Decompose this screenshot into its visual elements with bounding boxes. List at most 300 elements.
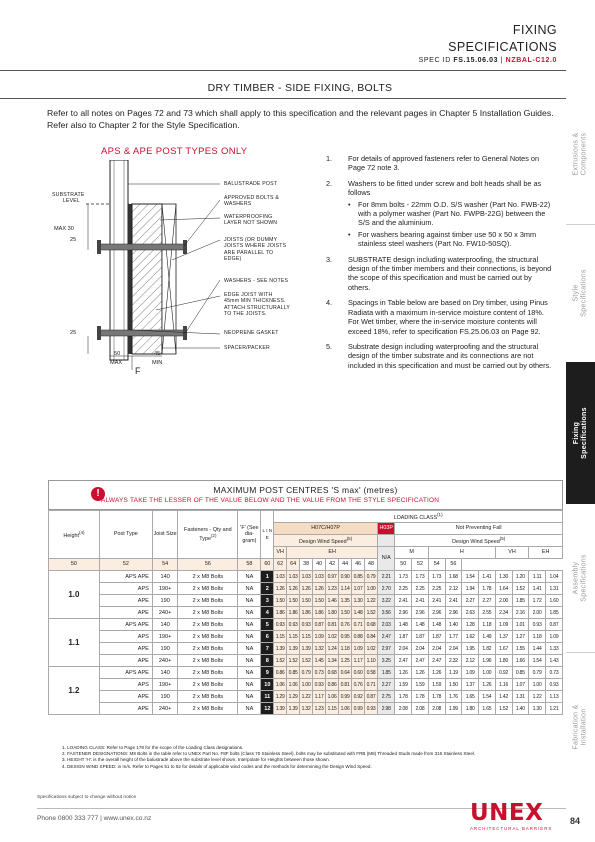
col-fasteners: Fasteners - Qty and Type$^{(2)}$ <box>178 511 238 559</box>
value-cell-h03p: 2.75 <box>378 691 395 703</box>
value-cell: 0.93 <box>287 619 300 631</box>
footnote-4: 4. DESIGN WIND SPEED: in m/s. Refer to Pages 51 to 52 for details of applicable wind codes and the methods for determining the Design Wind Speed. <box>62 763 372 769</box>
dim-50: 50 <box>114 351 121 357</box>
value-cell: 2.00 <box>495 595 512 607</box>
table-title: MAXIMUM POST CENTRES 'S max' (metres) <box>213 485 398 495</box>
value-cell: 1.50 <box>339 607 352 619</box>
post-type-cell: APS APE <box>99 667 152 679</box>
value-cell: 0.68 <box>326 667 339 679</box>
wind-speed-b: 56 <box>445 559 462 571</box>
col-height: Height$^{(4)}$ <box>49 511 100 559</box>
value-cell: 1.24 <box>326 643 339 655</box>
value-cell: 1.23 <box>313 703 326 715</box>
wind-speed-b: 48 <box>365 559 378 571</box>
value-cell: 1.22 <box>300 691 313 703</box>
group-h07: H07C/H07P <box>274 523 378 535</box>
value-cell: 1.34 <box>326 655 339 667</box>
wind-speed-b: 54 <box>428 559 445 571</box>
post-type-cell: APE <box>99 643 152 655</box>
value-cell: 1.17 <box>313 691 326 703</box>
value-cell: 2.32 <box>445 655 462 667</box>
tab-extrusions[interactable]: Extrusions & Components <box>572 132 588 176</box>
value-cell: 0.76 <box>352 679 365 691</box>
value-cell: 1.23 <box>326 583 339 595</box>
line-number-cell: 7 <box>261 643 274 655</box>
table-row <box>49 643 563 655</box>
value-cell-h03p: 3.56 <box>378 607 395 619</box>
wind-speed-a: 62 <box>274 559 287 571</box>
value-cell: 1.03 <box>274 571 287 583</box>
value-cell: 1.03 <box>313 571 326 583</box>
value-cell: 1.39 <box>274 703 287 715</box>
footer-contact[interactable]: Phone 0800 333 777 | www.unex.co.nz <box>37 815 152 822</box>
value-cell: 1.00 <box>479 667 496 679</box>
table-row <box>49 607 563 619</box>
value-cell: 2.25 <box>395 583 412 595</box>
joist-size-cell: 190+ <box>152 679 177 691</box>
value-cell: 0.92 <box>495 667 512 679</box>
value-cell: 1.32 <box>300 703 313 715</box>
value-cell: 1.86 <box>313 607 326 619</box>
table-row <box>49 619 563 631</box>
value-cell: 1.18 <box>479 619 496 631</box>
post-centres-table <box>48 480 563 715</box>
value-cell: 1.06 <box>287 679 300 691</box>
value-cell: 1.67 <box>495 643 512 655</box>
value-cell: 2.41 <box>428 595 445 607</box>
value-cell: 2.47 <box>428 655 445 667</box>
line-number-cell: 12 <box>261 703 274 715</box>
fasteners-cell: 2 x M8 Bolts <box>178 595 238 607</box>
value-cell: 1.78 <box>479 583 496 595</box>
value-cell: 1.06 <box>274 679 287 691</box>
value-cell: 1.99 <box>445 703 462 715</box>
value-cell: 1.04 <box>545 571 562 583</box>
value-cell: 0.93 <box>274 619 287 631</box>
warning-icon: ! <box>91 487 105 501</box>
label-balustrade-post: BALUSTRADE POST <box>224 181 278 187</box>
value-cell: 0.60 <box>352 667 365 679</box>
value-cell: 1.86 <box>287 607 300 619</box>
value-cell: 1.15 <box>300 631 313 643</box>
dim-min: MIN <box>152 360 163 366</box>
spec-change-note: Specifications subject to change without notice <box>37 795 137 800</box>
value-cell: 1.31 <box>545 583 562 595</box>
height-cell: 1.2 <box>49 667 100 715</box>
header-title-line-2: SPECIFICATIONS <box>448 40 557 54</box>
table-row <box>49 583 563 595</box>
joist-size-cell: 140 <box>152 619 177 631</box>
post-type-cell: APS APE <box>99 619 152 631</box>
line-number-cell: 6 <box>261 631 274 643</box>
label-joists: JOISTS (OR DUMMY JOISTS WHERE JOISTS ARE PARALLEL TO EDGE) <box>224 237 287 263</box>
value-cell: 1.40 <box>445 619 462 631</box>
value-cell: 1.59 <box>412 679 429 691</box>
value-cell: 1.39 <box>287 643 300 655</box>
value-cell-h03p: 2.27 <box>378 679 395 691</box>
value-cell: 1.48 <box>352 607 365 619</box>
value-cell: 1.45 <box>313 655 326 667</box>
line-number-cell: 3 <box>261 595 274 607</box>
label-waterproofing: WATERPROOFING LAYER NOT SHOWN <box>224 214 278 227</box>
value-cell: 2.34 <box>495 607 512 619</box>
value-cell: 0.87 <box>545 619 562 631</box>
value-cell: 1.07 <box>352 583 365 595</box>
value-cell: 1.15 <box>326 703 339 715</box>
f-cell: NA <box>238 691 261 703</box>
value-cell: 1.22 <box>529 691 546 703</box>
value-cell: 1.50 <box>313 595 326 607</box>
value-cell: 1.22 <box>365 595 378 607</box>
value-cell: 1.27 <box>512 631 529 643</box>
value-cell: 1.78 <box>395 691 412 703</box>
value-cell: 1.26 <box>395 667 412 679</box>
value-cell: 2.96 <box>395 607 412 619</box>
f-cell: NA <box>238 607 261 619</box>
value-cell: 1.72 <box>529 595 546 607</box>
line-number-cell: 1 <box>261 571 274 583</box>
value-cell: 1.15 <box>287 631 300 643</box>
value-cell: 0.85 <box>287 667 300 679</box>
value-cell: 2.04 <box>412 643 429 655</box>
joist-size-cell: 190 <box>152 691 177 703</box>
value-cell: 1.87 <box>395 631 412 643</box>
value-cell: 0.73 <box>313 667 326 679</box>
value-cell: 1.86 <box>300 607 313 619</box>
wind-speed-b: 40 <box>313 559 326 571</box>
value-cell: 1.21 <box>545 703 562 715</box>
dim-f: F <box>135 366 141 376</box>
dws-b: Design Wind Speed$^{(5)}$ <box>395 535 563 547</box>
value-cell: 1.18 <box>529 631 546 643</box>
f-cell: NA <box>238 595 261 607</box>
value-cell: 0.58 <box>365 667 378 679</box>
value-cell: 0.93 <box>529 619 546 631</box>
value-cell: 0.87 <box>313 619 326 631</box>
footnote-1: 1. LOADING CLASS: Refer to Page 178 for the scope of the Loading Class designations. <box>62 745 244 750</box>
value-cell: 1.00 <box>529 679 546 691</box>
value-cell: 0.68 <box>365 619 378 631</box>
value-cell: 2.41 <box>412 595 429 607</box>
value-cell: 2.41 <box>445 595 462 607</box>
value-cell: 2.55 <box>479 607 496 619</box>
value-cell: 1.48 <box>428 619 445 631</box>
wind-vh2: VH <box>495 547 528 559</box>
fasteners-cell: 2 x M8 Bolts <box>178 691 238 703</box>
footnote-3: 3. HEIGHT 'H': is the overall height of the balustrade above the substrate level shown. Interpolate for Heights between those shown. <box>62 757 331 763</box>
value-cell: 2.96 <box>412 607 429 619</box>
post-type-cell: APE <box>99 691 152 703</box>
fasteners-cell: 2 x M8 Bolts <box>178 703 238 715</box>
value-cell-h03p: 1.85 <box>378 667 395 679</box>
value-cell: 1.96 <box>479 655 496 667</box>
value-cell: 1.09 <box>352 643 365 655</box>
table-header-box <box>48 480 563 510</box>
value-cell: 0.95 <box>339 631 352 643</box>
unex-logo-subtitle: ARCHITECTURAL BARRIERS <box>470 826 553 831</box>
wind-speed-b: 52 <box>412 559 429 571</box>
table-row <box>49 631 563 643</box>
value-cell: 0.76 <box>339 619 352 631</box>
joist-size-cell: 140 <box>152 571 177 583</box>
value-cell: 1.66 <box>512 655 529 667</box>
value-cell: 1.26 <box>412 667 429 679</box>
value-cell: 1.29 <box>287 691 300 703</box>
value-cell: 1.55 <box>512 643 529 655</box>
value-cell: 1.09 <box>313 631 326 643</box>
wind-speed-b: 42 <box>326 559 339 571</box>
value-cell: 1.41 <box>479 571 496 583</box>
page-header-title <box>448 22 557 56</box>
label-edge-joist: EDGE JOIST WITH 45mm MIN THICKNESS. ATTACH STRUCTURALLY TO THE JOISTS. <box>224 292 291 318</box>
value-cell: 1.87 <box>428 631 445 643</box>
joist-size-cell: 140 <box>152 667 177 679</box>
note-4: 4. Spacings in Table below are based on Dry timber, using Pinus Radiata with a maximum in-service moisture content of 18%. For Wet timber, where the in-service moisture contents will exceed 18%, refer to specification FS.25.06.03 on Page 92. <box>326 298 548 336</box>
post-fixing-diagram <box>48 160 318 380</box>
line-number-cell: 11 <box>261 691 274 703</box>
diagram-heading: APS & APE POST TYPES ONLY <box>101 146 248 157</box>
fasteners-cell: 2 x M8 Bolts <box>178 607 238 619</box>
wind-eh2: EH <box>529 547 563 559</box>
value-cell: 0.79 <box>365 571 378 583</box>
line-number-cell: 9 <box>261 667 274 679</box>
value-cell: 0.99 <box>339 691 352 703</box>
unex-logo: UNEX <box>470 800 544 826</box>
post-centres-grid <box>48 510 563 715</box>
value-cell: 0.85 <box>512 667 529 679</box>
table-row <box>49 655 563 667</box>
line-number-cell: 8 <box>261 655 274 667</box>
wind-speed-a: 54 <box>152 559 177 571</box>
value-cell: 2.12 <box>462 655 479 667</box>
spec-prefix: SPEC ID <box>418 57 451 64</box>
value-cell-h03p: 2.03 <box>378 619 395 631</box>
wind-speed-a: 58 <box>238 559 261 571</box>
joist-size-cell: 190 <box>152 595 177 607</box>
value-cell: 1.00 <box>365 583 378 595</box>
line-number-cell: 2 <box>261 583 274 595</box>
fasteners-cell: 2 x M8 Bolts <box>178 643 238 655</box>
value-cell: 1.73 <box>428 571 445 583</box>
joist-size-cell: 190 <box>152 643 177 655</box>
value-cell: 1.41 <box>529 583 546 595</box>
value-cell: 1.65 <box>462 691 479 703</box>
wind-speed-a: 56 <box>178 559 238 571</box>
post-type-cell: APS <box>99 631 152 643</box>
value-cell: 2.96 <box>428 607 445 619</box>
value-cell: 2.16 <box>512 607 529 619</box>
col-joist-size: Joist Size <box>152 511 177 559</box>
f-cell: NA <box>238 703 261 715</box>
value-cell: 1.18 <box>339 643 352 655</box>
value-cell: 1.30 <box>495 571 512 583</box>
value-cell: 2.12 <box>445 583 462 595</box>
value-cell: 1.50 <box>300 595 313 607</box>
spec-code: NZBAL-C12.0 <box>505 57 557 64</box>
joist-size-cell: 190+ <box>152 583 177 595</box>
value-cell: 0.99 <box>352 703 365 715</box>
dws-a: Design Wind Speed$^{(5)}$ <box>274 535 378 547</box>
value-cell: 1.35 <box>339 595 352 607</box>
joist-size-cell: 240+ <box>152 703 177 715</box>
header-title-line-1: FIXING <box>512 23 557 37</box>
tab-fabrication-installation[interactable]: Fabrication & Installation <box>572 704 588 750</box>
value-cell: 1.06 <box>326 691 339 703</box>
value-cell: 1.39 <box>274 643 287 655</box>
value-cell: 1.09 <box>545 631 562 643</box>
value-cell: 1.13 <box>545 691 562 703</box>
value-cell: 1.02 <box>365 643 378 655</box>
side-tabs <box>566 84 595 804</box>
value-cell: 0.84 <box>365 631 378 643</box>
value-cell: 1.29 <box>274 691 287 703</box>
f-cell: NA <box>238 667 261 679</box>
table-subtitle: ALWAYS TAKE THE LESSER OF THE VALUE BELOW AND THE VALUE FROM THE STYLE SPECIFICATION <box>101 497 440 504</box>
value-cell: 0.92 <box>352 691 365 703</box>
value-cell: 1.46 <box>326 595 339 607</box>
value-cell: 1.44 <box>529 643 546 655</box>
value-cell: 1.14 <box>339 583 352 595</box>
value-cell: 2.63 <box>462 607 479 619</box>
value-cell: 1.20 <box>512 571 529 583</box>
value-cell: 1.87 <box>412 631 429 643</box>
value-cell: 1.59 <box>395 679 412 691</box>
value-cell: 2.00 <box>529 607 546 619</box>
wind-speed-b: 38 <box>300 559 313 571</box>
value-cell: 1.25 <box>339 655 352 667</box>
post-type-cell: APE <box>99 607 152 619</box>
value-cell: 1.26 <box>274 583 287 595</box>
page-number: 84 <box>570 816 581 826</box>
wind-speed-b: 50 <box>395 559 412 571</box>
fasteners-cell: 2 x M8 Bolts <box>178 631 238 643</box>
value-cell: 1.94 <box>462 583 479 595</box>
value-cell: 1.26 <box>313 583 326 595</box>
section-title: DRY TIMBER - SIDE FIXING, BOLTS <box>207 82 393 94</box>
label-approved-bolts: APPROVED BOLTS & WASHERS <box>224 195 279 208</box>
value-cell: 1.26 <box>287 583 300 595</box>
joist-size-cell: 240+ <box>152 607 177 619</box>
label-washers: WASHERS - SEE NOTES <box>224 278 289 284</box>
value-cell-h03p: 2.98 <box>378 703 395 715</box>
value-cell: 1.60 <box>545 595 562 607</box>
notes-list <box>326 154 556 376</box>
value-cell: 1.19 <box>445 667 462 679</box>
post-type-cell: APE <box>99 595 152 607</box>
note-1: 1. For details of approved fasteners refer to General Notes on Page 72 note 3. <box>326 154 540 173</box>
value-cell: 0.88 <box>352 631 365 643</box>
wind-speed-a: 64 <box>287 559 300 571</box>
spec-id-line <box>419 57 557 64</box>
post-type-cell: APS <box>99 679 152 691</box>
value-cell: 2.25 <box>428 583 445 595</box>
note-2: 2. Washers to be fitted under screw and bolt heads shall be as follows • For 8mm bolts - 22mm O.D. S/S washer (Part No. FWB-22) with a polymer washer (Part No. FWPB-22G) between the S/S and the aluminium. • For washers bearing against timber use 50 x 50 x 3mm stainless steel washers (Part No. FW10-50SQ). <box>326 179 556 249</box>
label-substrate-level: SUBSTRATE LEVEL <box>52 192 85 205</box>
table-row <box>49 667 563 679</box>
value-cell: 1.52 <box>512 583 529 595</box>
value-cell: 0.93 <box>313 679 326 691</box>
joist-size-cell: 240+ <box>152 655 177 667</box>
value-cell: 2.08 <box>395 703 412 715</box>
joist-size-cell: 190+ <box>152 631 177 643</box>
f-cell: NA <box>238 619 261 631</box>
value-cell: 1.37 <box>462 679 479 691</box>
value-cell: 0.86 <box>274 667 287 679</box>
col-f: 'F' (See dia- gram) <box>238 511 261 559</box>
table-row <box>49 571 563 583</box>
footnote-2: 2. FASTENER DESIGNATIONS: M8 Bolts in the table refer to UNEX Part No. F8F bolts (Class 70 Stainless Steel), bolts may be substituted with FRB (M8) Threaded Studs made from 316 Stainless Steel. <box>62 751 476 757</box>
post-type-cell: APS <box>99 583 152 595</box>
value-cell: 1.09 <box>462 667 479 679</box>
value-cell: 1.82 <box>479 643 496 655</box>
value-cell-h03p: 3.22 <box>378 595 395 607</box>
value-cell: 1.62 <box>462 631 479 643</box>
tab-style-specifications[interactable]: Style Specifications <box>572 269 588 317</box>
f-cell: NA <box>238 583 261 595</box>
value-cell: 1.03 <box>300 571 313 583</box>
intro-paragraph: Refer to all notes on Pages 72 and 73 which shall apply to this specification and the relevant pages in Chapter 5 Installation Guides. Refer also to Chapter 2 for the Style Specification. <box>47 108 554 130</box>
spec-separator: | <box>500 57 504 64</box>
loading-class-header: LOADING CLASS$^{(1)}$ <box>274 511 563 523</box>
value-cell: 1.39 <box>300 643 313 655</box>
dim-45: 45 <box>154 351 161 357</box>
table-row <box>49 703 563 715</box>
value-cell: 2.04 <box>428 643 445 655</box>
wind-eh: EH <box>287 547 378 559</box>
value-cell: 1.52 <box>287 655 300 667</box>
value-cell: 1.39 <box>287 703 300 715</box>
wind-h: H <box>428 547 495 559</box>
value-cell: 1.15 <box>274 631 287 643</box>
value-cell-h03p: 2.97 <box>378 643 395 655</box>
value-cell: 1.17 <box>352 655 365 667</box>
value-cell: 1.80 <box>495 655 512 667</box>
height-cell: 1.1 <box>49 619 100 667</box>
value-cell: 2.08 <box>428 703 445 715</box>
value-cell: 2.96 <box>445 607 462 619</box>
dim-max: MAX <box>110 360 123 366</box>
value-cell: 1.86 <box>274 607 287 619</box>
value-cell: 1.80 <box>462 703 479 715</box>
value-cell: 1.52 <box>495 703 512 715</box>
tab-fixing-specifications[interactable]: Fixing Specifications <box>566 362 595 504</box>
value-cell: 2.27 <box>462 595 479 607</box>
value-cell: 0.73 <box>545 667 562 679</box>
value-cell: 2.04 <box>395 643 412 655</box>
value-cell: 0.79 <box>529 667 546 679</box>
value-cell: 1.85 <box>545 607 562 619</box>
f-cell: NA <box>238 679 261 691</box>
tab-assembly-specifications[interactable]: Assembly Specifications <box>572 554 588 602</box>
dim-25-top: 25 <box>70 237 77 243</box>
value-cell: 1.30 <box>529 703 546 715</box>
post-type-cell: APE <box>99 655 152 667</box>
col-post-type: Post Type <box>99 511 152 559</box>
fasteners-cell: 2 x M8 Bolts <box>178 583 238 595</box>
value-cell: 1.31 <box>512 691 529 703</box>
value-cell: 1.03 <box>287 571 300 583</box>
value-cell: 0.97 <box>326 571 339 583</box>
value-cell: 0.87 <box>365 691 378 703</box>
value-cell: 1.11 <box>529 571 546 583</box>
value-cell: 1.26 <box>479 679 496 691</box>
wind-speed-a: 60 <box>261 559 274 571</box>
value-cell: 1.06 <box>339 703 352 715</box>
value-cell: 1.54 <box>529 655 546 667</box>
value-cell: 0.93 <box>365 703 378 715</box>
value-cell: 0.81 <box>339 679 352 691</box>
fasteners-cell: 2 x M8 Bolts <box>178 667 238 679</box>
